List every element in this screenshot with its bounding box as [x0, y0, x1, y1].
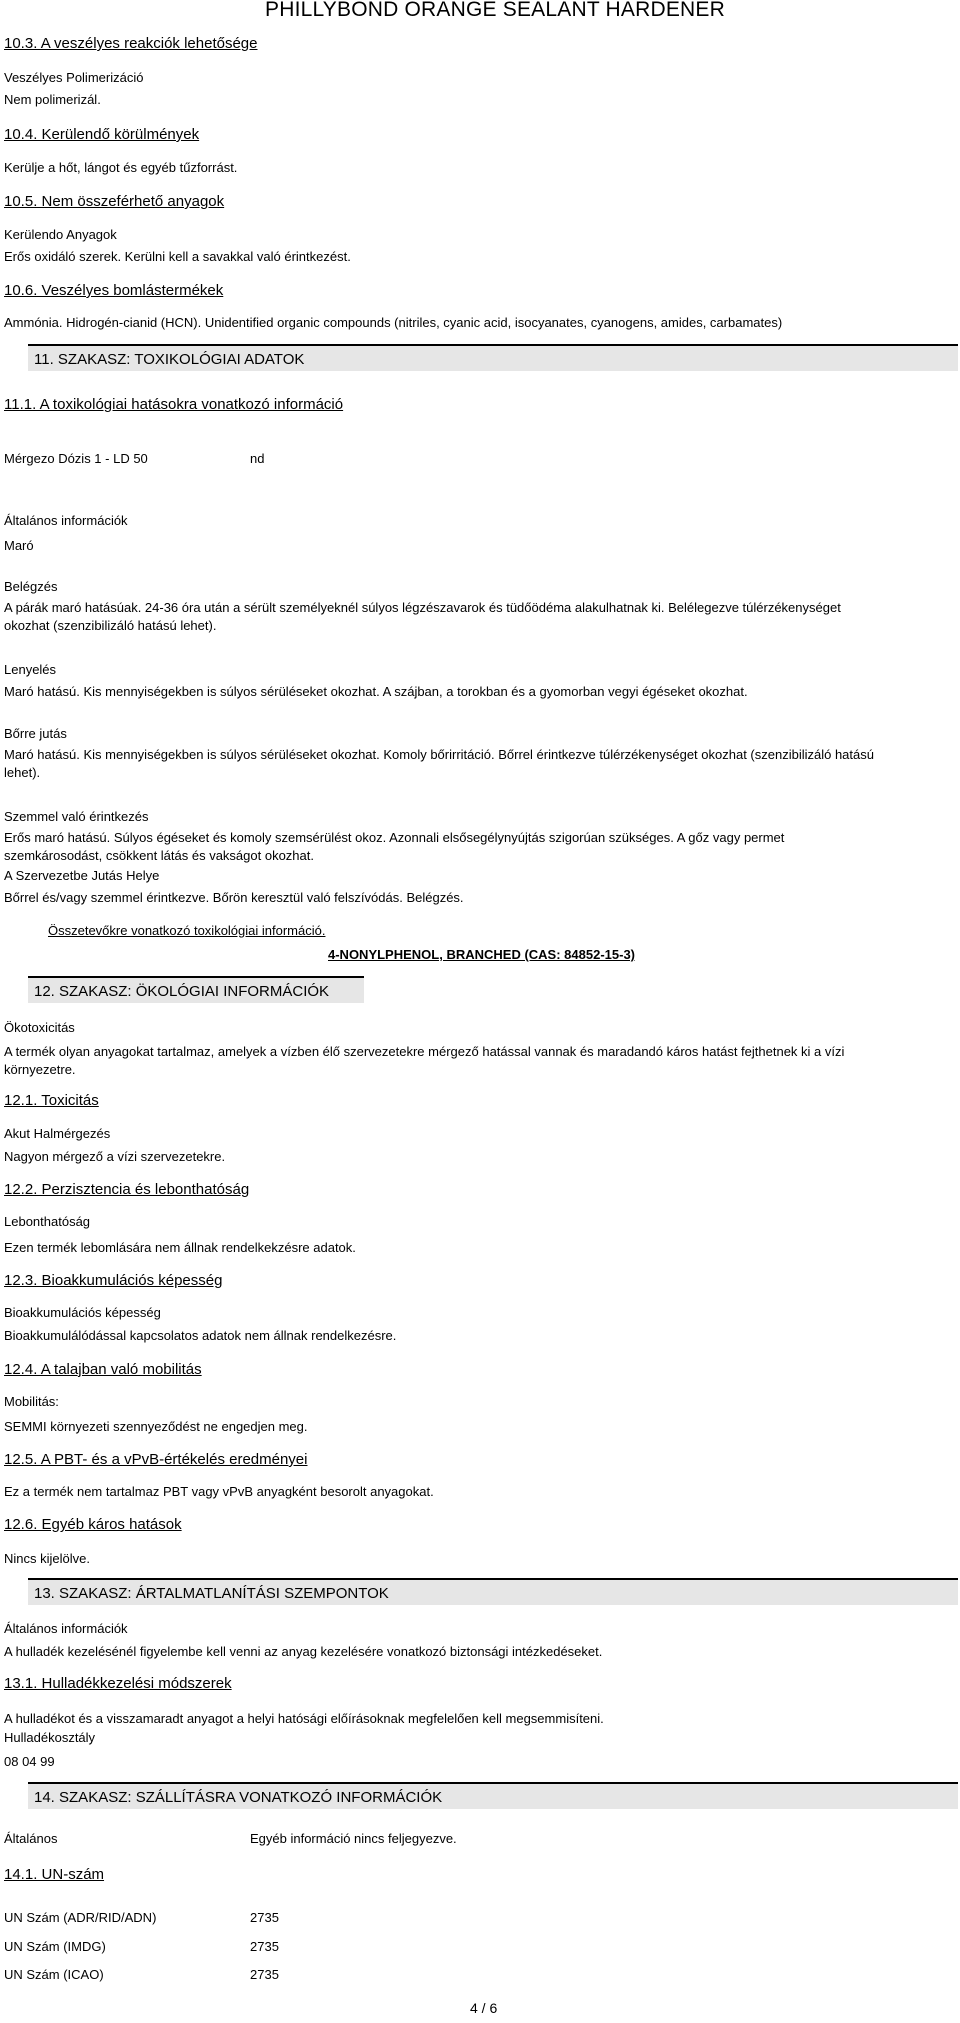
- un-number-value: 2735: [250, 1939, 279, 1954]
- ecotoxicity-value: A termék olyan anyagokat tartalmaz, amelyek a vízben élő szervezetekre mérgező hatással vannak és maradandó káros hatást fejthetnek ki a vízi környezetre.: [4, 1044, 845, 1077]
- un-number-label: UN Szám (ICAO): [4, 1967, 104, 1982]
- waste-class-value: 08 04 99: [4, 1754, 55, 1769]
- pbt-value: Ez a termék nem tartalmaz PBT vagy vPvB anyagként besorolt anyagokat.: [4, 1484, 434, 1499]
- section-12-band: 12. SZAKASZ: ÖKOLÓGIAI INFORMÁCIÓK: [28, 976, 364, 1003]
- route-of-entry-label: A Szervezetbe Jutás Helye: [4, 868, 160, 883]
- ingestion-value: Maró hatású. Kis mennyiségekben is súlyos sérüléseket okozhat. A szájban, a torokban és a gyomorban vegyi égéseket okozhat.: [4, 684, 748, 699]
- heading-11-1: 11.1. A toxikológiai hatásokra vonatkozó információ: [4, 396, 344, 413]
- mobility-label: Mobilitás:: [4, 1394, 59, 1409]
- section-11-band: 11. SZAKASZ: TOXIKOLÓGIAI ADATOK: [28, 344, 958, 371]
- conditions-avoid-text: Kerülje a hőt, lángot és egyéb tűzforrást.: [4, 160, 238, 175]
- un-number-value: 2735: [250, 1967, 279, 1982]
- heading-12-4: 12.4. A talajban való mobilitás: [4, 1361, 202, 1378]
- heading-12-2: 12.2. Perzisztencia és lebonthatóság: [4, 1181, 250, 1198]
- skin-contact-value: Maró hatású. Kis mennyiségekben is súlyos sérüléseket okozhat. Komoly bőrirritáció. Bőrrel érintkezve túlérzékenységet okozhat (szenzibilizáló hatású lehet).: [4, 747, 874, 780]
- component-name: 4-NONYLPHENOL, BRANCHED (CAS: 84852-15-3): [328, 947, 635, 962]
- heading-10-6: 10.6. Veszélyes bomlástermékek: [4, 282, 224, 299]
- section-13-band: 13. SZAKASZ: ÁRTALMATLANÍTÁSI SZEMPONTOK: [28, 1578, 958, 1605]
- other-effects-value: Nincs kijelölve.: [4, 1551, 90, 1566]
- decomposition-products: Ammónia. Hidrogén-cianid (HCN). Unidentified organic compounds (nitriles, cyanic acid, isocyanates, cyanogens, amides, carbamates): [4, 315, 783, 330]
- heading-10-3: 10.3. A veszélyes reakciók lehetősége: [4, 35, 258, 52]
- ld50-label: Mérgezo Dózis 1 - LD 50: [4, 451, 148, 466]
- disposal-general-value: A hulladék kezelésénél figyelembe kell venni az anyag kezelésére vonatkozó biztonsági intézkedéseket.: [4, 1644, 603, 1659]
- bioaccumulation-value: Bioakkumulálódással kapcsolatos adatok nem állnak rendelkezésre.: [4, 1328, 397, 1343]
- heading-12-5: 12.5. A PBT- és a vPvB-értékelés eredményei: [4, 1451, 308, 1468]
- general-info-label: Általános információk: [4, 513, 128, 528]
- eye-contact-label: Szemmel való érintkezés: [4, 809, 149, 824]
- heading-10-4: 10.4. Kerülendő körülmények: [4, 126, 200, 143]
- heading-12-1: 12.1. Toxicitás: [4, 1092, 99, 1109]
- acute-fish-value: Nagyon mérgező a vízi szervezetekre.: [4, 1149, 226, 1164]
- ingestion-label: Lenyelés: [4, 662, 57, 677]
- component-tox-info: Összetevőkre vonatkozó toxikológiai információ.: [48, 923, 326, 938]
- degradability-value: Ezen termék lebomlására nem állnak rendelkekzésre adatok.: [4, 1240, 356, 1255]
- eye-contact-value: Erős maró hatású. Súlyos égéseket és komoly szemsérülést okoz. Azonnali elsősegélynyújtás szigorúan szükséges. A gőz vagy permet szemkárosodást, csökkent látás és vakságot okozhat.: [4, 830, 785, 863]
- heading-10-5: 10.5. Nem összeférhető anyagok: [4, 193, 225, 210]
- materials-avoid-label: Kerülendo Anyagok: [4, 227, 117, 242]
- disposal-general-label: Általános információk: [4, 1621, 128, 1636]
- page-title: PHILLYBOND ORANGE SEALANT HARDENER: [265, 0, 725, 21]
- disposal-method-value: A hulladékot és a visszamaradt anyagot a helyi hatósági előírásoknak megfelelően kell megsemmisíteni.: [4, 1711, 604, 1726]
- degradability-label: Lebonthatóság: [4, 1214, 91, 1229]
- materials-avoid-value: Erős oxidáló szerek. Kerülni kell a savakkal való érintkezést.: [4, 249, 351, 264]
- polymerization-value: Nem polimerizál.: [4, 92, 101, 107]
- transport-general-label: Általános: [4, 1831, 58, 1846]
- un-number-label: UN Szám (ADR/RID/ADN): [4, 1910, 157, 1925]
- skin-contact-label: Bőrre jutás: [4, 726, 67, 741]
- heading-14-1: 14.1. UN-szám: [4, 1866, 105, 1883]
- waste-class-label: Hulladékosztály: [4, 1730, 96, 1745]
- heading-12-6: 12.6. Egyéb káros hatások: [4, 1516, 182, 1533]
- bioaccumulation-label: Bioakkumulációs képesség: [4, 1305, 161, 1320]
- section-14-band: 14. SZAKASZ: SZÁLLÍTÁSRA VONATKOZÓ INFORMÁCIÓK: [28, 1782, 958, 1809]
- ecotoxicity-label: Ökotoxicitás: [4, 1020, 75, 1035]
- heading-13-1: 13.1. Hulladékkezelési módszerek: [4, 1675, 232, 1692]
- route-of-entry-value: Bőrrel és/vagy szemmel érintkezve. Bőrön keresztül való felszívódás. Belégzés.: [4, 890, 464, 905]
- inhalation-label: Belégzés: [4, 579, 58, 594]
- heading-12-3: 12.3. Bioakkumulációs képesség: [4, 1272, 223, 1289]
- acute-fish-label: Akut Halmérgezés: [4, 1126, 111, 1141]
- un-number-value: 2735: [250, 1910, 279, 1925]
- transport-general-value: Egyéb információ nincs feljegyezve.: [250, 1831, 457, 1846]
- inhalation-value: A párák maró hatásúak. 24-36 óra után a sérült személyeknél súlyos légzészavarok és tüdőödéma alakulhatnak ki. Belélegezve túlérzékenységet okozhat (szenzibilizáló hatású lehet).: [4, 600, 841, 633]
- ld50-value: nd: [250, 451, 265, 466]
- polymerization-label: Veszélyes Polimerizáció: [4, 70, 144, 85]
- mobility-value: SEMMI környezeti szennyeződést ne engedjen meg.: [4, 1419, 308, 1434]
- un-number-label: UN Szám (IMDG): [4, 1939, 106, 1954]
- page-number: 4 / 6: [470, 2000, 498, 2016]
- general-info-value: Maró: [4, 538, 34, 553]
